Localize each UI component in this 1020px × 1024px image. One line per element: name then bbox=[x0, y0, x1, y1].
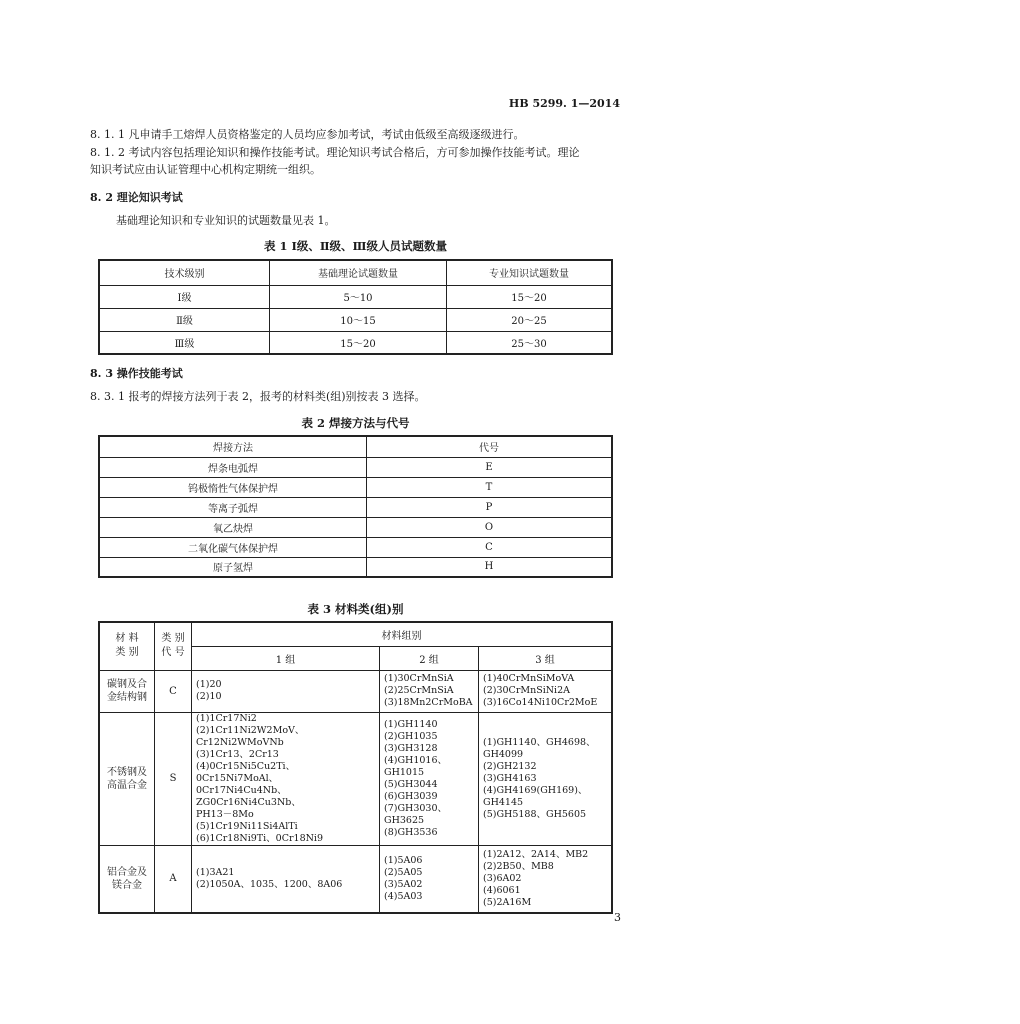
table3-group-cell: (1)1Cr17Ni2 (2)1Cr11Ni2W2MoV、Cr12Ni2WMoVNb (3)1Cr13、2Cr13 (4)0Cr15Ni5Cu2Ti、0Cr15Ni7MoAl、 0Cr17Ni4Cu4Nb、ZG0Cr16Ni4Cu3Nb、 PH13－8Mo (5)1Cr19Ni11Si4AlTi (6)1Cr18Ni9Ti、0Cr18Ni9 bbox=[192, 712, 380, 845]
table3-header-group: 3 组 bbox=[479, 646, 613, 670]
table2-cell: 钨极惰性气体保护焊 bbox=[99, 477, 367, 497]
table1-cell: 5～10 bbox=[270, 285, 447, 308]
table2-cell: H bbox=[367, 557, 613, 577]
table1 bbox=[98, 259, 613, 355]
paragraph-8-2: 基础理论知识和专业知识的试题数量见表 1。 bbox=[116, 214, 336, 227]
table3-category-cell: 不锈钢及 高温合金 bbox=[99, 712, 155, 845]
table2-cell: P bbox=[367, 497, 613, 517]
table1-cell: 25～30 bbox=[447, 331, 613, 354]
table3-code-cell: C bbox=[155, 670, 192, 712]
table1-cell: 10～15 bbox=[270, 308, 447, 331]
table3-header-group: 2 组 bbox=[380, 646, 479, 670]
table2-cell: O bbox=[367, 517, 613, 537]
table-row bbox=[99, 557, 612, 577]
heading-8-2: 8. 2 理论知识考试 bbox=[90, 191, 183, 204]
table3-group-cell: (1)20 (2)10 bbox=[192, 670, 380, 712]
table3-code-cell: A bbox=[155, 845, 192, 913]
table-row bbox=[99, 457, 612, 477]
table3-category-cell: 碳钢及合 金结构钢 bbox=[99, 670, 155, 712]
table-row bbox=[99, 477, 612, 497]
table3-category-cell: 铝合金及 镁合金 bbox=[99, 845, 155, 913]
table2-cell: 等离子弧焊 bbox=[99, 497, 367, 517]
table3-group-cell: (1)5A06 (2)5A05 (3)5A02 (4)5A03 bbox=[380, 845, 479, 913]
table-row bbox=[99, 308, 612, 331]
table2-header-row bbox=[99, 436, 612, 457]
table-row bbox=[99, 845, 612, 913]
table3-caption: 表 3 材料类(组)别 bbox=[307, 602, 404, 616]
table3-code-cell: S bbox=[155, 712, 192, 845]
table3 bbox=[98, 621, 613, 914]
table3-group-cell: (1)30CrMnSiA (2)25CrMnSiA (3)18Mn2CrMoBA bbox=[380, 670, 479, 712]
table2-header-cell: 焊接方法 bbox=[99, 436, 367, 457]
table1-caption: 表 1 Ⅰ级、Ⅱ级、Ⅲ级人员试题数量 bbox=[263, 239, 448, 253]
table1-cell: 15～20 bbox=[447, 285, 613, 308]
table1-cell: Ⅲ级 bbox=[99, 331, 270, 354]
table-row bbox=[99, 285, 612, 308]
table-row bbox=[99, 712, 612, 845]
paragraph-8-1-2-line2: 知识考试应由认证管理中心机构定期统一组织。 bbox=[90, 163, 321, 176]
table3-group-cell: (1)3A21 (2)1050A、1035、1200、8A06 bbox=[192, 845, 380, 913]
table2-cell: 氧乙炔焊 bbox=[99, 517, 367, 537]
table3-header-group: 1 组 bbox=[192, 646, 380, 670]
table1-header-cell: 基础理论试题数量 bbox=[270, 260, 447, 285]
table3-group-cell: (1)40CrMnSiMoVA (2)30CrMnSiNi2A (3)16Co14Ni10Cr2MoE bbox=[479, 670, 613, 712]
table2-cell: 原子氢焊 bbox=[99, 557, 367, 577]
table3-header-code: 类 别 代 号 bbox=[155, 622, 192, 670]
paragraph-8-3-1: 8. 3. 1 报考的焊接方法列于表 2，报考的材料类(组)别按表 3 选择。 bbox=[90, 390, 426, 403]
table2-cell: E bbox=[367, 457, 613, 477]
table-row bbox=[99, 331, 612, 354]
table2 bbox=[98, 435, 613, 578]
table3-header-row bbox=[99, 622, 612, 646]
table3-header-category: 材 料 类 别 bbox=[99, 622, 155, 670]
table-row bbox=[99, 497, 612, 517]
table2-cell: C bbox=[367, 537, 613, 557]
table2-cell: 二氧化碳气体保护焊 bbox=[99, 537, 367, 557]
table1-cell: 20～25 bbox=[447, 308, 613, 331]
paragraph-8-1-2-line1: 8. 1. 2 考试内容包括理论知识和操作技能考试。理论知识考试合格后，方可参加操作技能考试。理论 bbox=[90, 146, 580, 159]
heading-8-3: 8. 3 操作技能考试 bbox=[90, 367, 183, 380]
table1-header-cell: 专业知识试题数量 bbox=[447, 260, 613, 285]
table2-caption: 表 2 焊接方法与代号 bbox=[301, 416, 410, 430]
table-row bbox=[99, 517, 612, 537]
paragraph-8-1-1: 8. 1. 1 凡申请手工熔焊人员资格鉴定的人员均应参加考试，考试由低级至高级逐级进行。 bbox=[90, 128, 525, 141]
standard-number: HB 5299. 1—2014 bbox=[508, 97, 620, 110]
table2-cell: T bbox=[367, 477, 613, 497]
table1-header-cell: 技术级别 bbox=[99, 260, 270, 285]
table1-cell: 15～20 bbox=[270, 331, 447, 354]
table-row bbox=[99, 537, 612, 557]
page-number: 3 bbox=[614, 911, 621, 924]
table2-header-cell: 代号 bbox=[367, 436, 613, 457]
table1-cell: Ⅰ级 bbox=[99, 285, 270, 308]
table3-header-group-title: 材料组别 bbox=[192, 622, 613, 646]
table1-header-row bbox=[99, 260, 612, 285]
table1-cell: Ⅱ级 bbox=[99, 308, 270, 331]
table-row bbox=[99, 670, 612, 712]
table3-group-cell: (1)GH1140 (2)GH1035 (3)GH3128 (4)GH1016、GH1015 (5)GH3044 (6)GH3039 (7)GH3030、GH3625 (8)GH3536 bbox=[380, 712, 479, 845]
table2-cell: 焊条电弧焊 bbox=[99, 457, 367, 477]
table3-group-cell: (1)GH1140、GH4698、 GH4099 (2)GH2132 (3)GH4163 (4)GH4169(GH169)、 GH4145 (5)GH5188、GH5605 bbox=[479, 712, 613, 845]
table3-group-cell: (1)2A12、2A14、MB2 (2)2B50、MB8 (3)6A02 (4)6061 (5)2A16M bbox=[479, 845, 613, 913]
